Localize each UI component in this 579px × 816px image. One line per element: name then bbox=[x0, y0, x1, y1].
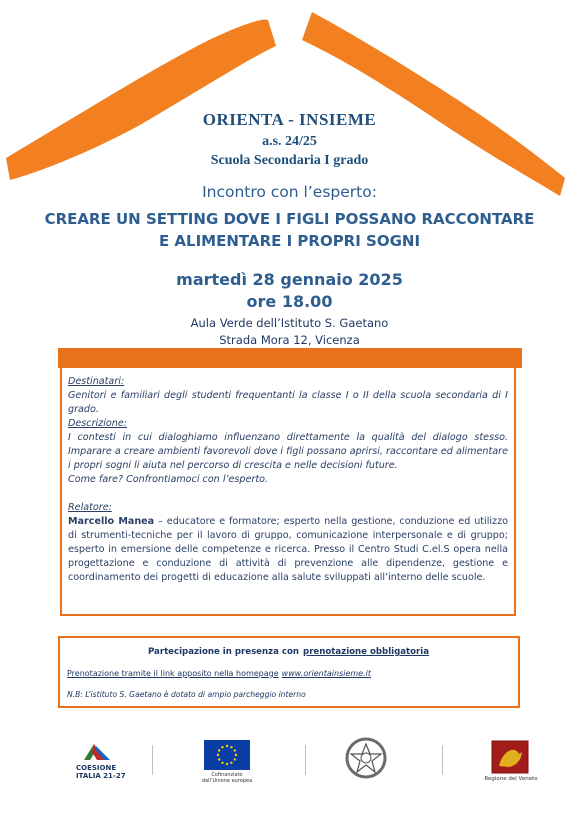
descrizione-text: I contesti in cui dialoghiamo influenzano direttamente la qualità del dialogo stesso. Imparare a creare ambienti favorevoli dove i figli possano aprirsi, raccontare ed alimentare i propri sogni li aiuta nel percorso di crescita e nelle decisioni future. bbox=[68, 432, 508, 471]
roof-graphic bbox=[0, 0, 579, 200]
booking-required: prenotazione obbligatoria bbox=[303, 647, 430, 657]
page-title: ORIENTA - INSIEME bbox=[202, 110, 377, 129]
relatore-name: Marcello Manea bbox=[68, 516, 155, 527]
event-title-line1: CREARE UN SETTING DOVE I FIGLI POSSANO RACCONTARE bbox=[44, 210, 535, 228]
school-level: Scuola Secondaria I grado bbox=[210, 153, 369, 168]
logo-divider bbox=[305, 745, 306, 775]
school-year: a.s. 24/25 bbox=[262, 134, 317, 149]
descrizione-label: Descrizione: bbox=[68, 418, 127, 429]
event-title-line2: E ALIMENTARE I PROPRI SOGNI bbox=[158, 232, 421, 250]
eu-flag-icon bbox=[204, 740, 250, 770]
veneto-lion-icon bbox=[491, 740, 529, 774]
details-box bbox=[60, 368, 516, 616]
eu-line2: dall’Unione europea bbox=[201, 778, 253, 784]
coesione-italia-logo bbox=[76, 740, 132, 788]
logo-divider bbox=[442, 745, 443, 775]
veneto-caption: Regione del Veneto bbox=[484, 776, 538, 782]
event-time: ore 18.00 bbox=[246, 292, 333, 311]
event-intro: Incontro con l’esperto: bbox=[202, 183, 377, 201]
details-header-bar bbox=[58, 348, 522, 368]
italian-republic-emblem-icon bbox=[345, 737, 387, 779]
destinatari-text: Genitori e familiari degli studenti frequentanti la classe I o II della scuola secondaria di I grado. bbox=[68, 390, 508, 415]
participation-text: Partecipazione in presenza con bbox=[147, 647, 300, 657]
parking-note: N.B: L’istituto S. Gaetano è dotato di ampio parcheggio interno bbox=[67, 690, 306, 699]
destinatari-label: Destinatari: bbox=[68, 376, 125, 387]
event-date: martedì 28 gennaio 2025 bbox=[176, 270, 403, 289]
come-fare-text: Come fare? Confrontiamoci con l’esperto. bbox=[68, 474, 269, 485]
booking-link-text: Prenotazione tramite il link apposito nella homepage bbox=[67, 669, 279, 678]
event-venue: Aula Verde dell’Istituto S. Gaetano bbox=[190, 316, 389, 330]
website-link[interactable]: www.orientainsieme.it bbox=[281, 669, 371, 678]
registration-box bbox=[58, 636, 520, 708]
participation-line bbox=[60, 647, 517, 657]
relatore-label: Relatore: bbox=[68, 502, 112, 513]
eu-caption bbox=[196, 772, 258, 784]
event-address: Strada Mora 12, Vicenza bbox=[219, 333, 360, 347]
coesione-line1: COESIONE bbox=[76, 764, 117, 772]
booking-link-line[interactable] bbox=[67, 669, 371, 678]
coesione-line2: ITALIA 21-27 bbox=[76, 772, 126, 780]
eu-line1: Cofinanziato bbox=[211, 772, 243, 778]
logo-divider bbox=[152, 745, 153, 775]
coesione-icon bbox=[82, 740, 112, 762]
relatore-text: – educatore e formatore; esperto nella gestione, conduzione ed utilizzo di strumenti-tecniche per il lavoro di gruppo, comunicazione interpersonale e di gruppo; esperto in emersione delle competenze e ricerca. Presso il Centro Studi C.el.S opera nella progettazione e conduzione di attività di prevenzione alle dipendenze, gestione e coordinamento dei progetti di educazione alla salute sviluppati all’interno delle scuole. bbox=[68, 516, 508, 583]
